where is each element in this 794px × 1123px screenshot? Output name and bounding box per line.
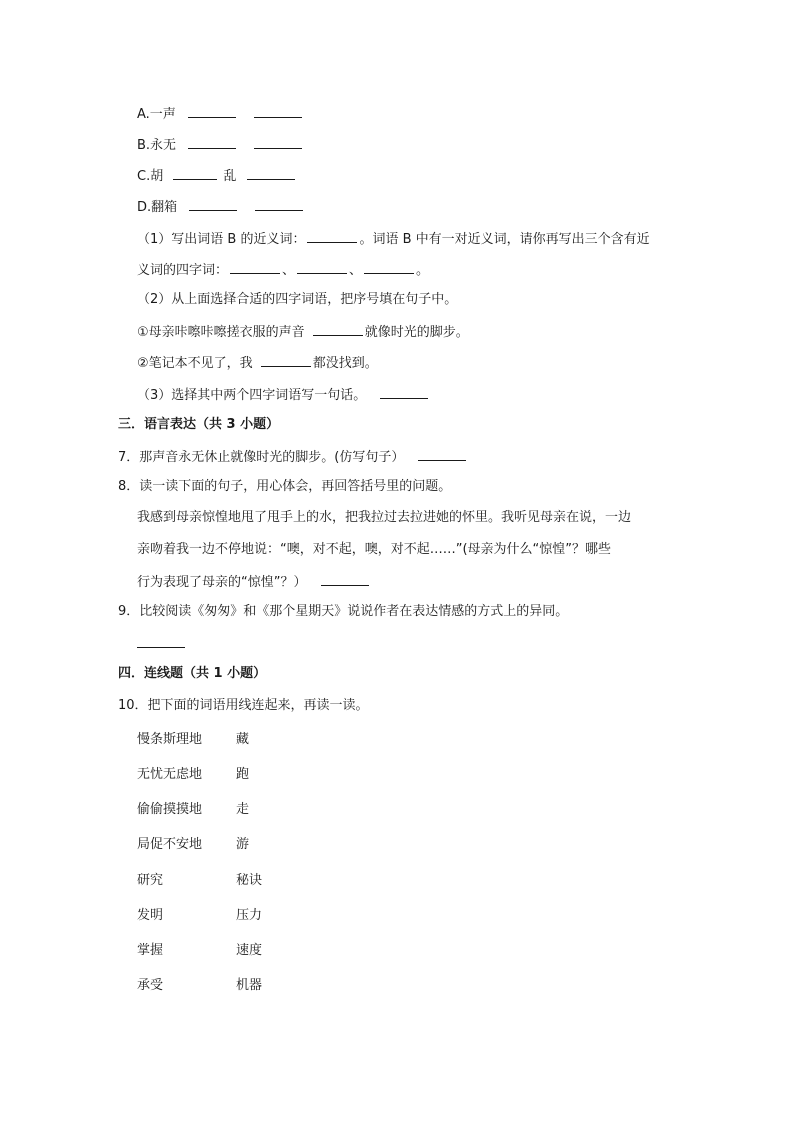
section-title: 四．连线题（共 1 小题） xyxy=(118,666,267,681)
option-b xyxy=(137,135,304,155)
sub-question-1-line2 xyxy=(137,260,429,280)
question-8 xyxy=(118,478,451,496)
sub-question-2 xyxy=(137,291,457,309)
answer-blank[interactable] xyxy=(418,447,466,461)
answer-blank[interactable] xyxy=(380,385,428,399)
separator: 、 xyxy=(349,263,363,278)
match-left-word[interactable]: 无忧无虑地 xyxy=(137,767,203,782)
question-8-passage-1 xyxy=(137,509,631,527)
option-a-label: A.一声 xyxy=(137,107,176,122)
question-8-passage-3 xyxy=(137,572,371,592)
answer-blank[interactable] xyxy=(173,166,217,180)
period: 。 xyxy=(416,263,430,278)
question-8-text: 8．读一读下面的句子，用心体会，再回答括号里的问题。 xyxy=(118,479,452,494)
answer-blank[interactable] xyxy=(188,104,236,118)
option-a xyxy=(137,104,304,124)
question-10 xyxy=(118,697,369,715)
match-right-word[interactable]: 机器 xyxy=(236,978,263,993)
match-right-word[interactable]: 藏 xyxy=(236,732,250,747)
match-right-word[interactable]: 跑 xyxy=(236,767,250,782)
answer-blank[interactable] xyxy=(364,260,414,274)
answer-blank[interactable] xyxy=(230,260,280,274)
sub-question-3 xyxy=(137,385,430,405)
match-left-word[interactable]: 慢条斯理地 xyxy=(137,732,203,747)
match-right-word[interactable]: 走 xyxy=(236,802,250,817)
sub-question-2-sentence-1 xyxy=(137,322,469,342)
sub-question-1 xyxy=(137,229,650,249)
question-10-text: 10．把下面的词语用线连起来，再读一读。 xyxy=(118,698,369,713)
question-9 xyxy=(118,603,568,621)
match-right-word[interactable]: 压力 xyxy=(236,908,263,923)
sentence-text: ②笔记本不见了，我 xyxy=(137,356,253,371)
sub-question-1-text-cont: 。词语 B 中有一对近义词，请你再写出三个含有近 xyxy=(359,232,650,247)
match-left-word[interactable]: 发明 xyxy=(137,908,164,923)
answer-blank[interactable] xyxy=(261,353,311,367)
option-c-label-mid: 乱 xyxy=(223,169,237,184)
match-right-word[interactable]: 速度 xyxy=(236,943,263,958)
passage-line: 行为表现了母亲的“惊惶”？） xyxy=(137,575,307,590)
answer-blank[interactable] xyxy=(188,135,236,149)
sub-question-2-text: （2）从上面选择合适的四字词语，把序号填在句子中。 xyxy=(137,292,458,307)
option-c xyxy=(137,166,297,186)
answer-blank[interactable] xyxy=(313,322,363,336)
sub-question-1-text: （1）写出词语 B 的近义词： xyxy=(137,232,306,247)
match-row[interactable] xyxy=(137,977,263,995)
match-row[interactable] xyxy=(137,907,263,925)
option-d xyxy=(137,197,305,217)
match-left-word[interactable]: 掌握 xyxy=(137,943,164,958)
option-d-label: D.翻箱 xyxy=(137,200,178,215)
sub-question-3-text: （3）选择其中两个四字词语写一句话。 xyxy=(137,388,367,403)
match-left-word[interactable]: 研究 xyxy=(137,873,164,888)
answer-blank[interactable] xyxy=(255,197,303,211)
match-left-word[interactable]: 偷偷摸摸地 xyxy=(137,802,203,817)
match-left-word[interactable]: 局促不安地 xyxy=(137,837,203,852)
sentence-text-cont: 就像时光的脚步。 xyxy=(364,325,469,340)
sub-question-1-text-line2: 义词的四字词： xyxy=(137,263,229,278)
match-row[interactable] xyxy=(137,836,250,854)
answer-blank[interactable] xyxy=(254,135,302,149)
sentence-text-cont: 都没找到。 xyxy=(312,356,378,371)
question-7 xyxy=(118,447,468,467)
answer-blank[interactable] xyxy=(247,166,295,180)
answer-blank[interactable] xyxy=(189,197,237,211)
question-8-passage-2 xyxy=(137,541,611,559)
match-row[interactable] xyxy=(137,801,250,819)
question-7-text: 7．那声音永无休止就像时光的脚步。(仿写句子） xyxy=(118,450,405,465)
answer-blank[interactable] xyxy=(297,260,347,274)
section-4-title xyxy=(118,665,266,683)
match-right-word[interactable]: 游 xyxy=(236,837,250,852)
sub-question-2-sentence-2 xyxy=(137,353,378,373)
section-title: 三．语言表达（共 3 小题） xyxy=(118,417,280,432)
question-9-answer xyxy=(137,634,187,654)
question-9-text: 9．比较阅读《匆匆》和《那个星期天》说说作者在表达情感的方式上的异同。 xyxy=(118,604,569,619)
match-row[interactable] xyxy=(137,766,250,784)
match-right-word[interactable]: 秘诀 xyxy=(236,873,263,888)
passage-line: 亲吻着我一边不停地说：“噢，对不起，噢，对不起……”(母亲为什么“惊惶”？哪些 xyxy=(137,542,612,557)
match-row[interactable] xyxy=(137,872,263,890)
match-left-word[interactable]: 承受 xyxy=(137,978,164,993)
option-b-label: B.永无 xyxy=(137,138,177,153)
match-row[interactable] xyxy=(137,731,250,749)
answer-blank[interactable] xyxy=(321,572,369,586)
section-3-title xyxy=(118,416,279,434)
separator: 、 xyxy=(282,263,296,278)
answer-blank[interactable] xyxy=(307,229,357,243)
answer-blank[interactable] xyxy=(137,634,185,648)
sentence-text: ①母亲咔嚓咔嚓搓衣服的声音 xyxy=(137,325,305,340)
match-row[interactable] xyxy=(137,942,263,960)
answer-blank[interactable] xyxy=(254,104,302,118)
passage-line: 我感到母亲惊惶地甩了甩手上的水，把我拉过去拉进她的怀里。我听见母亲在说，一边 xyxy=(137,510,632,525)
option-c-label-pre: C.胡 xyxy=(137,169,164,184)
